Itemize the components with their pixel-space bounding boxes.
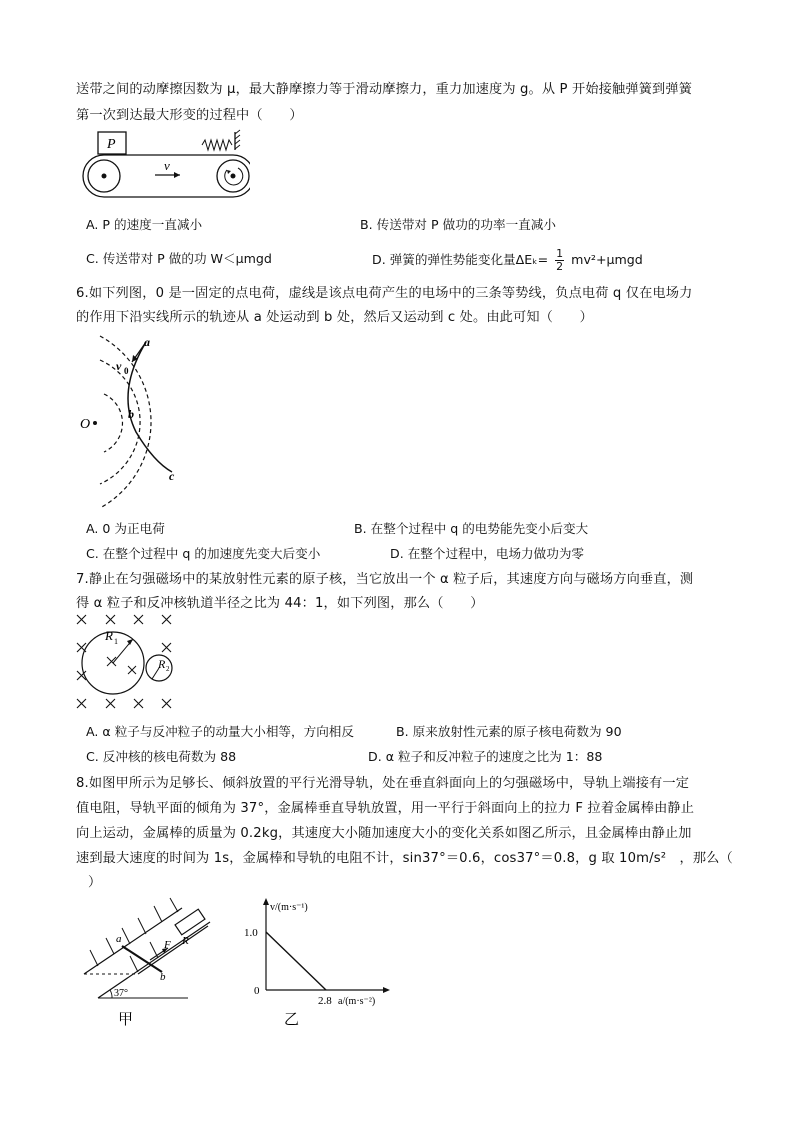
svg-text:37°: 37° [114,988,128,999]
q7-magnetic-figure [72,612,182,712]
q6-option-a: A. 0 为正电荷 [86,521,165,536]
q7-stem-line2: 得 α 粒子和反冲核轨道半径之比为 44：1，如下列图，那么（ ） [76,596,484,611]
caption-jia: 甲 [118,1012,134,1028]
q6-option-c: C. 在整个过程中 q 的加速度先变大后变小 [86,546,321,561]
field-crosses [77,615,171,708]
svg-text:v: v [116,359,122,373]
q8-stem-line2: 值电阻，导轨平面的倾角为 37°，金属棒垂直导轨放置，用一平行于斜面向上的拉力 F 拉着金属棒由静止 [76,801,695,816]
svg-text:O: O [80,417,91,432]
q5-option-d-tail: mv²+μmgd [571,252,643,267]
q5-stem-line1: 送带之间的动摩擦因数为 μ，最大静摩擦力等于滑动摩擦力，重力加速度为 g。从 P 开始接触弹簧到弹簧 [76,82,693,97]
svg-text:a/(m·s⁻²): a/(m·s⁻²) [338,996,376,1007]
q8-rail-figure-jia [78,894,218,1028]
q6-stem-line2: 的作用下沿实线所示的轨迹从 a 处运动到 b 处，然后又运动到 c 处。由此可知（ ） [76,310,594,325]
q7-option-c: C. 反冲核的核电荷数为 88 [86,749,237,764]
q6-stem-line1: 6.如下列图，0 是一固定的点电荷，虚线是该点电荷产生的电场中的三条等势线，负点电荷 q 仅在电场力 [76,286,693,301]
q7-option-a: A. α 粒子与反冲粒子的动量大小相等，方向相反 [86,724,354,739]
q7-option-b: B. 原来放射性元素的原子核电荷数为 90 [396,724,622,739]
svg-text:c: c [169,469,175,483]
q8-graph-yi [240,896,400,1026]
wall-hatch [235,130,240,149]
velocity-label: v [164,158,170,173]
svg-text:1.0: 1.0 [244,927,258,939]
equipotential-middle [100,360,140,484]
q8-stem-line4: 速到最大速度的时间为 1s，金属棒和导轨的电阻不计，sin37°＝0.6，cos37°＝0.8，g 取 10m/s² ，那么（ [76,851,733,866]
q7-option-d: D. α 粒子和反冲粒子的速度之比为 1：88 [368,749,603,764]
svg-text:2: 2 [166,665,170,673]
q6-field-figure [76,332,196,512]
q5-option-a: A. P 的速度一直减小 [86,217,203,232]
q5-conveyor-figure [80,128,250,204]
equipotential-inner [104,394,122,452]
svg-text:a: a [116,933,122,945]
svg-text:1: 1 [114,637,118,646]
svg-text:R: R [182,935,189,947]
q8-stem-line5: ） [88,875,102,890]
rail-right [138,926,208,974]
svg-text:b: b [128,407,134,421]
svg-text:R: R [105,628,113,643]
svg-text:0: 0 [124,366,129,376]
v-a-line [266,932,326,990]
svg-text:v/(m·s⁻¹): v/(m·s⁻¹) [270,902,308,913]
q6-option-d: D. 在整个过程中，电场力做功为零 [390,546,585,561]
q8-stem-line3: 向上运动，金属棒的质量为 0.2kg，其速度大小随加速度大小的变化关系如图乙所示，且金属棒由静止加 [76,826,692,841]
q7-stem-line1: 7.静止在匀强磁场中的某放射性元素的原子核，当它放出一个 α 粒子后，其速度方向与磁场方向垂直，测 [76,572,694,587]
svg-text:R: R [158,657,166,671]
q5-option-c: C. 传送带对 P 做的功 W＜μmgd [86,251,272,266]
spring [202,140,232,150]
inner-crosses [107,657,136,674]
equipotential-outer [100,336,151,508]
q6-option-b: B. 在整个过程中 q 的电势能先变小后变大 [354,521,589,536]
q8-stem-line1: 8.如图甲所示为足够长、倾斜放置的平行光滑导轨，处在垂直斜面向上的匀强磁场中，导轨上端接有一定 [76,776,690,791]
svg-text:a: a [144,335,150,349]
fraction-half: $\frac{1}{2}$ [556,247,564,273]
q5-option-d-text: D. 弹簧的弹性势能变化量ΔEₖ= [372,252,549,267]
q5-stem-line2: 第一次到达最大形变的过程中（ ） [76,108,303,123]
svg-text:0: 0 [254,985,260,997]
svg-text:2.8: 2.8 [318,995,332,1007]
q5-option-b: B. 传送带对 P 做功的功率一直减小 [360,217,556,232]
caption-yi: 乙 [284,1012,300,1026]
q5-option-d [372,248,643,273]
svg-text:b: b [160,971,166,983]
trajectory [128,342,172,472]
incline-base [98,922,210,998]
block-p-label: P [107,137,116,152]
svg-text:F: F [164,939,171,951]
charge-o [93,421,97,425]
